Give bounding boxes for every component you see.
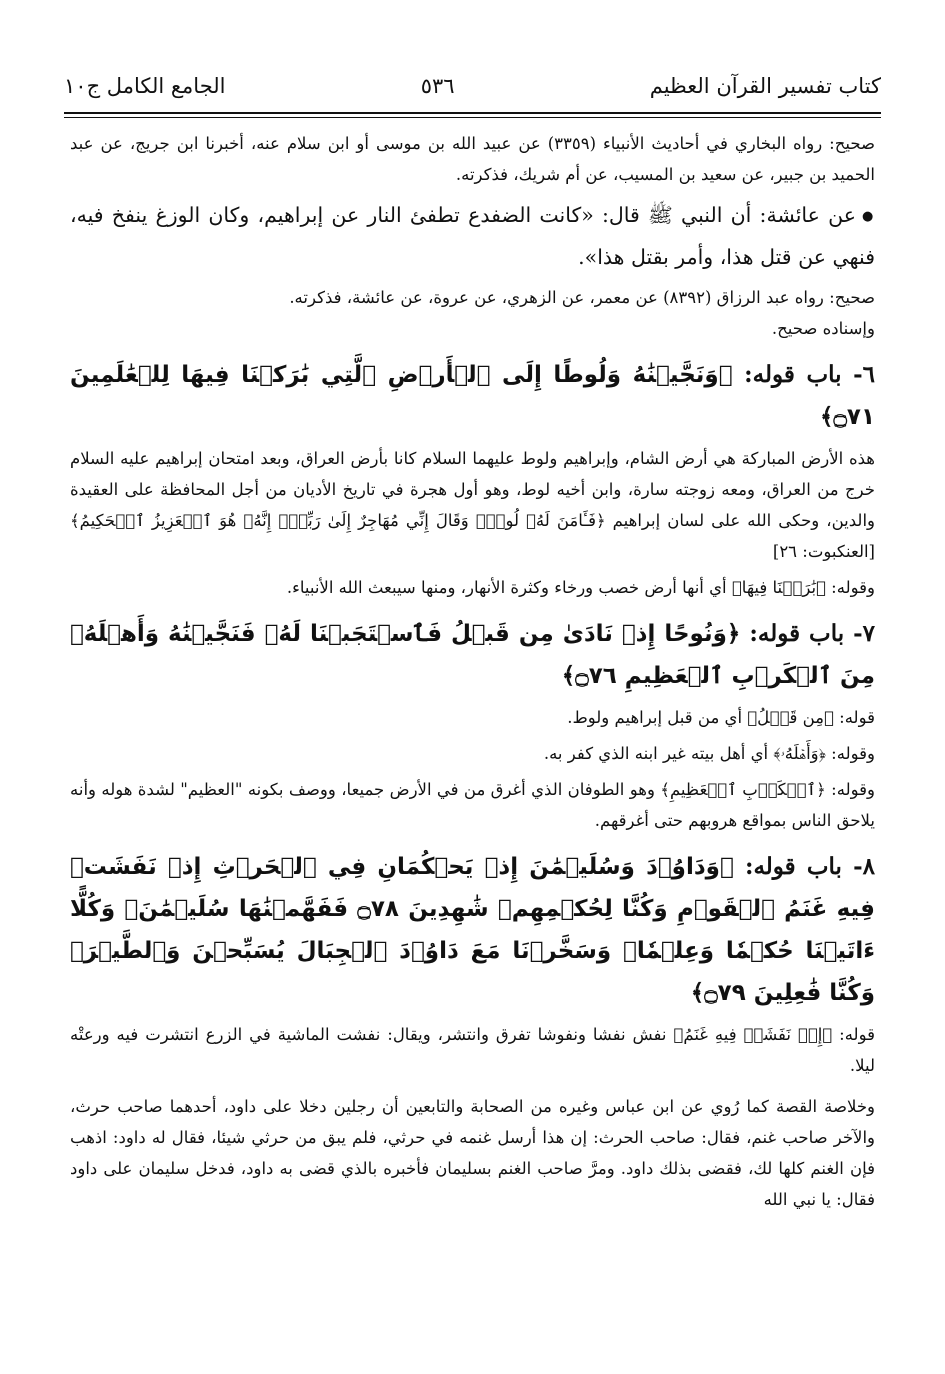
section-label: ٦- باب قوله: xyxy=(744,360,876,388)
hadith-grading-note: صحيح: رواه البخاري في أحاديث الأنبياء (٣٣٥٩) عن عبيد الله بن موسى أو ابن سلام عنه، أخبرنا ابن جريج، عن عبد الحميد بن جبير، عن سعيد بن المسيب، عن أم شريك، فذكرته. xyxy=(70,134,875,184)
commentary-paragraph: قوله: ﴿إِذۡ نَفَشَتۡ فِيهِ غَنَمُ﴾ نفش نفشا ونفوشا تفرق وانتشر، ويقال: نفشت الماشية في الزرع انتشرت فيه ورعتْه ليلا. xyxy=(70,1024,875,1075)
header-rule-thin xyxy=(64,117,881,118)
quran-verse: ﴿وَنُوحًا إِذۡ نَادَىٰ مِن قَبۡلُ فَٱسۡتَجَبۡنَا لَهُۥ فَنَجَّيۡنَٰهُ وَأَهۡلَهُۥ مِنَ ٱلۡكَرۡبِ ٱلۡعَظِيمِ ۝٧٦﴾ xyxy=(70,620,875,689)
volume-label: الجامع الكامل ج١٠ xyxy=(64,74,226,98)
section-label: ٨- باب قوله: xyxy=(744,852,875,880)
hadith-grading-note: صحيح: رواه عبد الرزاق (٨٣٩٢) عن معمر، عن الزهري، عن عروة، عن عائشة، فذكرته. xyxy=(289,287,875,307)
commentary-paragraph: وخلاصة القصة كما رُوي عن ابن عباس وغيره من الصحابة والتابعين أن رجلين دخلا على داود، أحدهما صاحب حرث، والآخر صاحب غنم، فقال: صاحب الحرث: إن هذا أرسل غنمه في حرثي، فلم يبق من حرثي شيئا، فقال له داود: اذهب فإن الغنم كلها لك، فقضى بذلك داود. ومرَّ صاحب الغنم بسليمان فأخبره بالذي قضى به داود، فدخل سليمان على داود فقال: يا نبي الله xyxy=(70,1096,875,1209)
section-label: ٧- باب قوله: xyxy=(749,619,876,647)
bullet-icon: ● xyxy=(861,208,875,224)
header-rule-thick xyxy=(64,112,881,114)
page-number: ٥٣٦ xyxy=(420,74,455,98)
section-heading-6 xyxy=(70,354,875,438)
page-content xyxy=(70,128,875,1215)
commentary-paragraph: وقوله: ﴿بَٰرَكۡنَا فِيهَا﴾ أي أنها أرض خصب ورخاء وكثرة الأنهار، ومنها سيبعث الله الأنبياء. xyxy=(286,577,875,597)
commentary-paragraph: هذه الأرض المباركة هي أرض الشام، وإبراهيم ولوط عليهما السلام كانا بأرض العراق، وبعد امتحان إبراهيم عليه السلام خرج من العراق، ومعه زوجته سارة، وابن أخيه لوط، وهو أول هجرة في تاريخ الأديان من أجل المحافظة على العقيدة والدين، وحكى الله على لسان إبراهيم ﴿فَـَٔامَنَ لَهُۥ لُوطٞۘ وَقَالَ إِنِّي مُهَاجِرٌ إِلَىٰ رَبِّيٓۖ إِنَّهُۥ هُوَ ٱلۡعَزِيزُ ٱلۡحَكِيمُ﴾ [العنكبوت: ٢٦] xyxy=(70,448,875,561)
section-heading-8 xyxy=(70,846,875,1014)
commentary-paragraph: قوله: ﴿مِن قَبۡلُ﴾ أي من قبل إبراهيم ولوط. xyxy=(567,707,875,727)
quran-verse: ﴿وَدَاوُۥدَ وَسُلَيۡمَٰنَ إِذۡ يَحۡكُمَانِ فِي ٱلۡحَرۡثِ إِذۡ نَفَشَتۡ فِيهِ غَنَمُ ٱلۡقَوۡمِ وَكُنَّا لِحُكۡمِهِمۡ شَٰهِدِينَ ۝٧٨ فَفَهَّمۡنَٰهَا سُلَيۡمَٰنَۚ وَكُلًّا ءَاتَيۡنَا حُكۡمٗا وَعِلۡمٗاۚ وَسَخَّرۡنَا مَعَ دَاوُۥدَ ٱلۡجِبَالَ يُسَبِّحۡنَ وَٱلطَّيۡرَۚ وَكُنَّا فَٰعِلِينَ ۝٧٩﴾ xyxy=(70,853,875,1006)
hadith-body: عن عائشة: أن النبي ﷺ قال: «كانت الضفدع تطفئ النار عن إبراهيم، وكان الوزغ ينفخ فيه، فنهي عن قتل هذا، وأمر بقتل هذا». xyxy=(70,203,875,269)
quran-verse: ﴿وَنَجَّيۡنَٰهُ وَلُوطًا إِلَى ٱلۡأَرۡضِ ٱلَّتِي بَٰرَكۡنَا فِيهَا لِلۡعَٰلَمِينَ ۝٧١﴾ xyxy=(70,361,875,430)
page-header xyxy=(64,70,881,102)
book-title: كتاب تفسير القرآن العظيم xyxy=(649,74,881,98)
hadith-text xyxy=(70,195,875,277)
hadith-grading-note: وإسناده صحيح. xyxy=(771,318,875,338)
commentary-paragraph: وقوله: ﴿ٱلۡكَرۡبِ ٱلۡعَظِيمِ﴾ وهو الطوفان الذي أغرق من في الأرض جميعا، ووصف بكونه "العظيم" لشدة هوله وأنه يلاحق الناس بمواقع هروبهم حتى أغرقهم. xyxy=(70,779,875,830)
section-heading-7 xyxy=(70,613,875,697)
commentary-paragraph: وقوله: ﴿وَأَهۡلَهُۥ﴾ أي أهل بيته غير ابنه الذي كفر به. xyxy=(543,743,875,763)
